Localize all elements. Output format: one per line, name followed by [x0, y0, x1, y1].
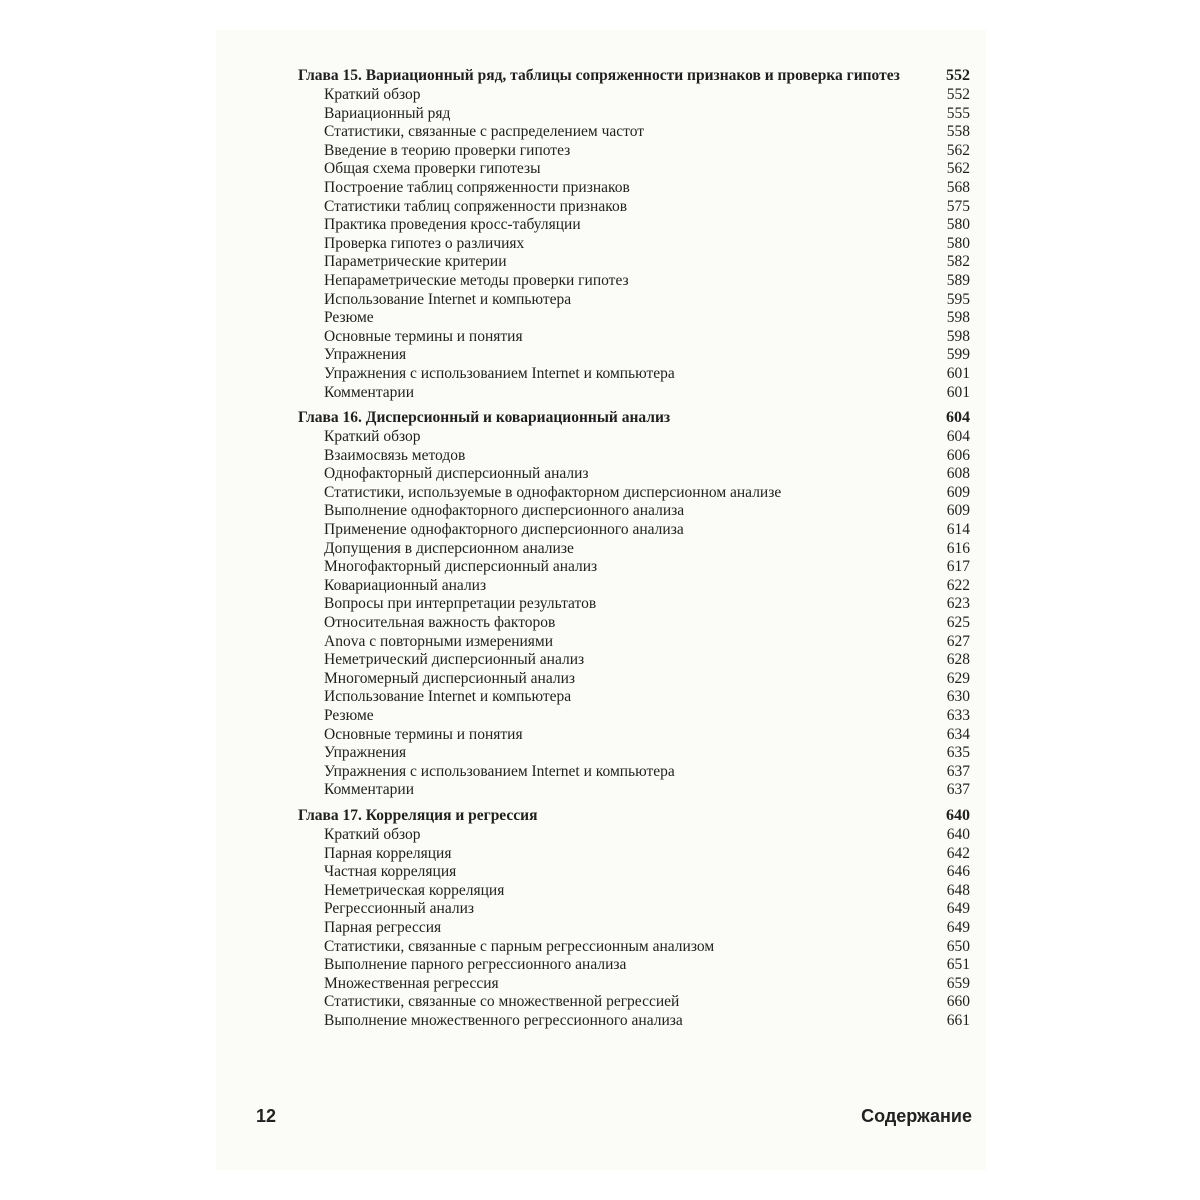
entry-title: Неметрический дисперсионный анализ: [324, 651, 585, 669]
toc-entry: [298, 384, 970, 403]
entry-title: Основные термины и понятия: [324, 327, 523, 345]
toc-entry: [298, 1012, 970, 1031]
chapter-title: Глава 17. Корреляция и регрессия: [298, 806, 538, 824]
entry-page: 558: [946, 123, 970, 141]
entry-page: 622: [946, 576, 970, 594]
entry-title: Основные термины и понятия: [324, 725, 523, 743]
toc-entry: [298, 900, 970, 919]
chapter-page: 552: [946, 67, 970, 84]
entry-page: 562: [946, 141, 970, 159]
entry-title: Вопросы при интерпретации результатов: [324, 595, 597, 613]
entry-title: Введение в теорию проверки гипотез: [324, 141, 571, 159]
toc-entry: [298, 707, 970, 726]
entry-title: Регрессионный анализ: [324, 900, 474, 918]
entry-page: 598: [946, 327, 970, 345]
toc-entry: [298, 726, 970, 745]
entry-page: 646: [946, 863, 970, 881]
toc-entry: [298, 845, 970, 864]
entry-title: Резюме: [324, 309, 374, 327]
toc-entry: [298, 558, 970, 577]
toc-entry: [298, 291, 970, 310]
chapter-heading: [298, 66, 970, 85]
page-number: 12: [256, 1106, 277, 1126]
entry-page: 616: [946, 539, 970, 557]
entry-title: Упражнения: [324, 346, 407, 364]
entry-page: 562: [946, 160, 970, 178]
chapter-heading: [298, 408, 970, 427]
toc-entry: [298, 179, 970, 198]
entry-title: Упражнения с использованием Internet и компьютера: [324, 762, 675, 780]
toc-entry: [298, 826, 970, 845]
chapter-page: 604: [946, 409, 970, 427]
entry-title: Непараметрические методы проверки гипотез: [324, 271, 629, 289]
toc-entry: [298, 86, 970, 105]
entry-page: 649: [946, 918, 970, 936]
chapter-heading: [298, 806, 970, 825]
entry-title: Общая схема проверки гипотезы: [324, 160, 541, 178]
toc-entry: [298, 993, 970, 1012]
toc-entry: [298, 235, 970, 254]
entry-page: 617: [946, 558, 970, 576]
toc-entry: [298, 577, 970, 596]
entry-page: 661: [946, 1011, 970, 1029]
entry-title: Множественная регрессия: [324, 974, 499, 992]
entry-page: 599: [946, 346, 970, 364]
entry-title: Использование Internet и компьютера: [324, 688, 572, 706]
toc-entry: [298, 428, 970, 447]
entry-title: Вариационный ряд: [324, 104, 451, 122]
entry-page: 606: [946, 446, 970, 464]
toc-entry: [298, 142, 970, 161]
toc-entry: [298, 160, 970, 179]
toc-entry: [298, 744, 970, 763]
entry-page: 634: [946, 725, 970, 743]
entry-page: 552: [946, 86, 970, 103]
toc-entry: [298, 346, 970, 365]
entry-title: Краткий обзор: [324, 825, 421, 843]
entry-title: Многомерный дисперсионный анализ: [324, 669, 575, 687]
toc-entry: [298, 781, 970, 800]
entry-page: 635: [946, 744, 970, 762]
entry-page: 651: [946, 956, 970, 974]
chapter-title: Глава 16. Дисперсионный и ковариационный анализ: [298, 409, 671, 427]
toc-entry: [298, 938, 970, 957]
entry-title: Комментарии: [324, 383, 414, 401]
entry-title: Краткий обзор: [324, 86, 421, 103]
entry-title: Краткий обзор: [324, 428, 421, 446]
entry-title: Статистики, используемые в однофакторном дисперсионном анализе: [324, 483, 782, 501]
entry-page: 595: [946, 290, 970, 308]
entry-title: Выполнение парного регрессионного анализа: [324, 956, 627, 974]
toc-entry: [298, 484, 970, 503]
entry-page: 630: [946, 688, 970, 706]
entry-page: 568: [946, 178, 970, 196]
toc-entry: [298, 651, 970, 670]
toc-entry: [298, 595, 970, 614]
entry-title: Многофакторный дисперсионный анализ: [324, 558, 598, 576]
entry-title: Взаимосвязь методов: [324, 446, 466, 464]
toc-entry: [298, 465, 970, 484]
entry-page: 623: [946, 595, 970, 613]
entry-title: Комментарии: [324, 781, 414, 799]
entry-page: 625: [946, 614, 970, 632]
entry-title: Выполнение однофакторного дисперсионного анализа: [324, 502, 685, 520]
entry-page: 642: [946, 844, 970, 862]
chapter-title: Глава 15. Вариационный ряд, таблицы сопряженности признаков и проверка гипотез: [298, 67, 900, 84]
entry-page: 598: [946, 309, 970, 327]
toc-entry: [298, 863, 970, 882]
entry-page: 601: [946, 364, 970, 382]
toc-entry: [298, 688, 970, 707]
entry-title: Практика проведения кросс-табуляции: [324, 216, 581, 234]
toc-entry: [298, 540, 970, 559]
entry-page: 555: [946, 104, 970, 122]
entry-page: 608: [946, 465, 970, 483]
entry-page: 660: [946, 993, 970, 1011]
toc-entry: [298, 253, 970, 272]
entry-title: Проверка гипотез о различиях: [324, 234, 525, 252]
entry-title: Ковариационный анализ: [324, 576, 487, 594]
entry-page: 601: [946, 383, 970, 401]
entry-title: Статистики таблиц сопряженности признаков: [324, 197, 628, 215]
entry-page: 575: [946, 197, 970, 215]
entry-title: Построение таблиц сопряженности признаков: [324, 178, 630, 196]
entry-page: 628: [946, 651, 970, 669]
page-footer: [256, 1106, 972, 1127]
entry-page: 650: [946, 937, 970, 955]
toc-entry: [298, 614, 970, 633]
entry-title: Парная регрессия: [324, 918, 442, 936]
entry-page: 649: [946, 900, 970, 918]
entry-page: 609: [946, 502, 970, 520]
toc-entry: [298, 919, 970, 938]
toc-entry: [298, 328, 970, 347]
entry-page: 629: [946, 669, 970, 687]
table-of-contents: [298, 66, 970, 1031]
entry-page: 637: [946, 762, 970, 780]
toc-entry: [298, 365, 970, 384]
toc-entry: [298, 447, 970, 466]
toc-entry: [298, 975, 970, 994]
entry-page: 604: [946, 428, 970, 446]
entry-title: Неметрическая корреляция: [324, 881, 505, 899]
toc-entry: [298, 216, 970, 235]
entry-page: 627: [946, 632, 970, 650]
entry-page: 633: [946, 707, 970, 724]
entry-page: 614: [946, 521, 970, 539]
toc-entry: [298, 502, 970, 521]
entry-title: Anova с повторными измерениями: [324, 632, 554, 650]
entry-title: Статистики, связанные с парным регрессионным анализом: [324, 937, 715, 955]
entry-title: Параметрические критерии: [324, 253, 507, 271]
entry-title: Использование Internet и компьютера: [324, 290, 572, 308]
entry-title: Относительная важность факторов: [324, 614, 556, 632]
chapter-page: 640: [946, 806, 970, 824]
toc-entry: [298, 633, 970, 652]
entry-page: 648: [946, 881, 970, 899]
entry-title: Частная корреляция: [324, 863, 457, 881]
entry-title: Упражнения с использованием Internet и компьютера: [324, 364, 675, 382]
entry-title: Статистики, связанные со множественной регрессией: [324, 993, 680, 1011]
toc-entry: [298, 198, 970, 217]
entry-title: Применение однофакторного дисперсионного анализа: [324, 521, 684, 539]
toc-entry: [298, 272, 970, 291]
entry-title: Резюме: [324, 707, 374, 724]
entry-title: Выполнение множественного регрессионного анализа: [324, 1011, 683, 1029]
entry-page: 589: [946, 271, 970, 289]
toc-entry: [298, 105, 970, 124]
toc-entry: [298, 670, 970, 689]
entry-page: 640: [946, 825, 970, 843]
entry-page: 582: [946, 253, 970, 271]
entry-page: 637: [946, 781, 970, 799]
entry-page: 659: [946, 974, 970, 992]
entry-page: 580: [946, 234, 970, 252]
entry-title: Однофакторный дисперсионный анализ: [324, 465, 589, 483]
toc-entry: [298, 763, 970, 782]
entry-title: Упражнения: [324, 744, 407, 762]
entry-page: 609: [946, 483, 970, 501]
toc-entry: [298, 123, 970, 142]
entry-title: Парная корреляция: [324, 844, 452, 862]
entry-page: 580: [946, 216, 970, 234]
entry-title: Допущения в дисперсионном анализе: [324, 539, 574, 557]
toc-entry: [298, 521, 970, 540]
toc-entry: [298, 956, 970, 975]
running-title: Содержание: [861, 1106, 972, 1126]
toc-entry: [298, 882, 970, 901]
entry-title: Статистики, связанные с распределением частот: [324, 123, 645, 141]
toc-entry: [298, 309, 970, 328]
